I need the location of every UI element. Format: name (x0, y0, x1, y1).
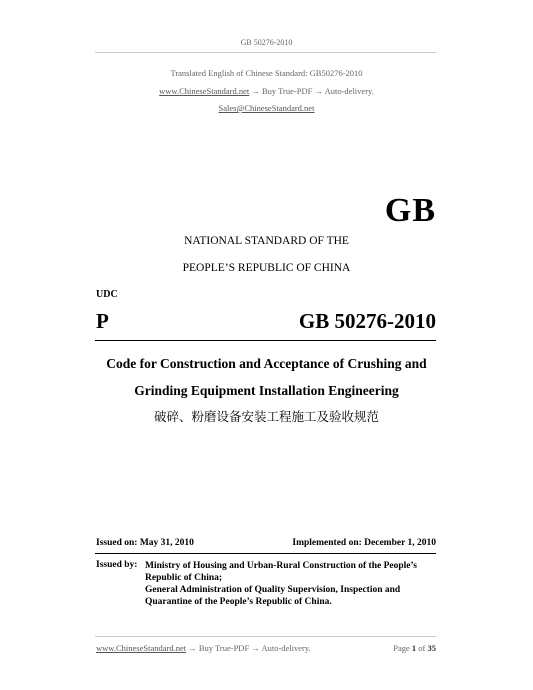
issuers-block (145, 560, 437, 608)
total-pages: 35 (427, 643, 436, 653)
gb-mark: GB (384, 192, 436, 229)
title-en-line-1: Code for Construction and Acceptance of Crushing and (106, 356, 427, 371)
footer-site-link[interactable]: www.ChineseStandard.net (96, 643, 187, 653)
national-line-1: NATIONAL STANDARD OF THE (184, 235, 349, 247)
page-label: Page (393, 643, 410, 653)
footer-divider (95, 636, 436, 637)
running-header: GB 50276-2010 (240, 38, 293, 47)
title-divider (95, 340, 436, 341)
issuer-2-line-2: Quarantine of the People’s Republic of China. (145, 597, 332, 607)
of-label: of (418, 643, 426, 653)
page-number: 1 (411, 643, 417, 653)
header-link-line (0, 86, 533, 96)
issued-on: Issued on: May 31, 2010 (96, 538, 194, 548)
footer-link-line (96, 643, 311, 653)
udc-label: UDC (96, 289, 118, 300)
translated-line: Translated English of Chinese Standard: GB50276-2010 (170, 68, 363, 78)
page-indicator (393, 643, 436, 653)
national-line-2: PEOPLE’S REPUBLIC OF CHINA (182, 262, 351, 274)
issued-divider (95, 553, 436, 554)
header-buy-text: → Buy True-PDF → Auto-delivery. (251, 86, 374, 96)
footer-buy-text: → Buy True-PDF → Auto-delivery. (188, 643, 311, 653)
header-email-line (0, 103, 533, 113)
header-divider (95, 52, 436, 53)
sales-email-link[interactable]: Sales@ChineseStandard.net (218, 103, 315, 113)
implemented-on: Implemented on: December 1, 2010 (292, 538, 436, 548)
title-cn: 破碎、粉磨设备安装工程施工及验收规范 (153, 409, 379, 424)
issuer-2-line-1: General Administration of Quality Supervision, Inspection and (145, 585, 401, 595)
issuer-1-line-1: Ministry of Housing and Urban-Rural Construction of the People’s (145, 561, 417, 571)
header-site-link[interactable]: www.ChineseStandard.net (159, 86, 250, 96)
issued-by-label: Issued by: (96, 560, 138, 570)
standard-number: GB 50276-2010 (298, 309, 436, 333)
title-en-line-2: Grinding Equipment Installation Engineering (134, 383, 399, 398)
p-label: P (96, 309, 109, 333)
issuer-1-line-2: Republic of China; (145, 573, 223, 583)
